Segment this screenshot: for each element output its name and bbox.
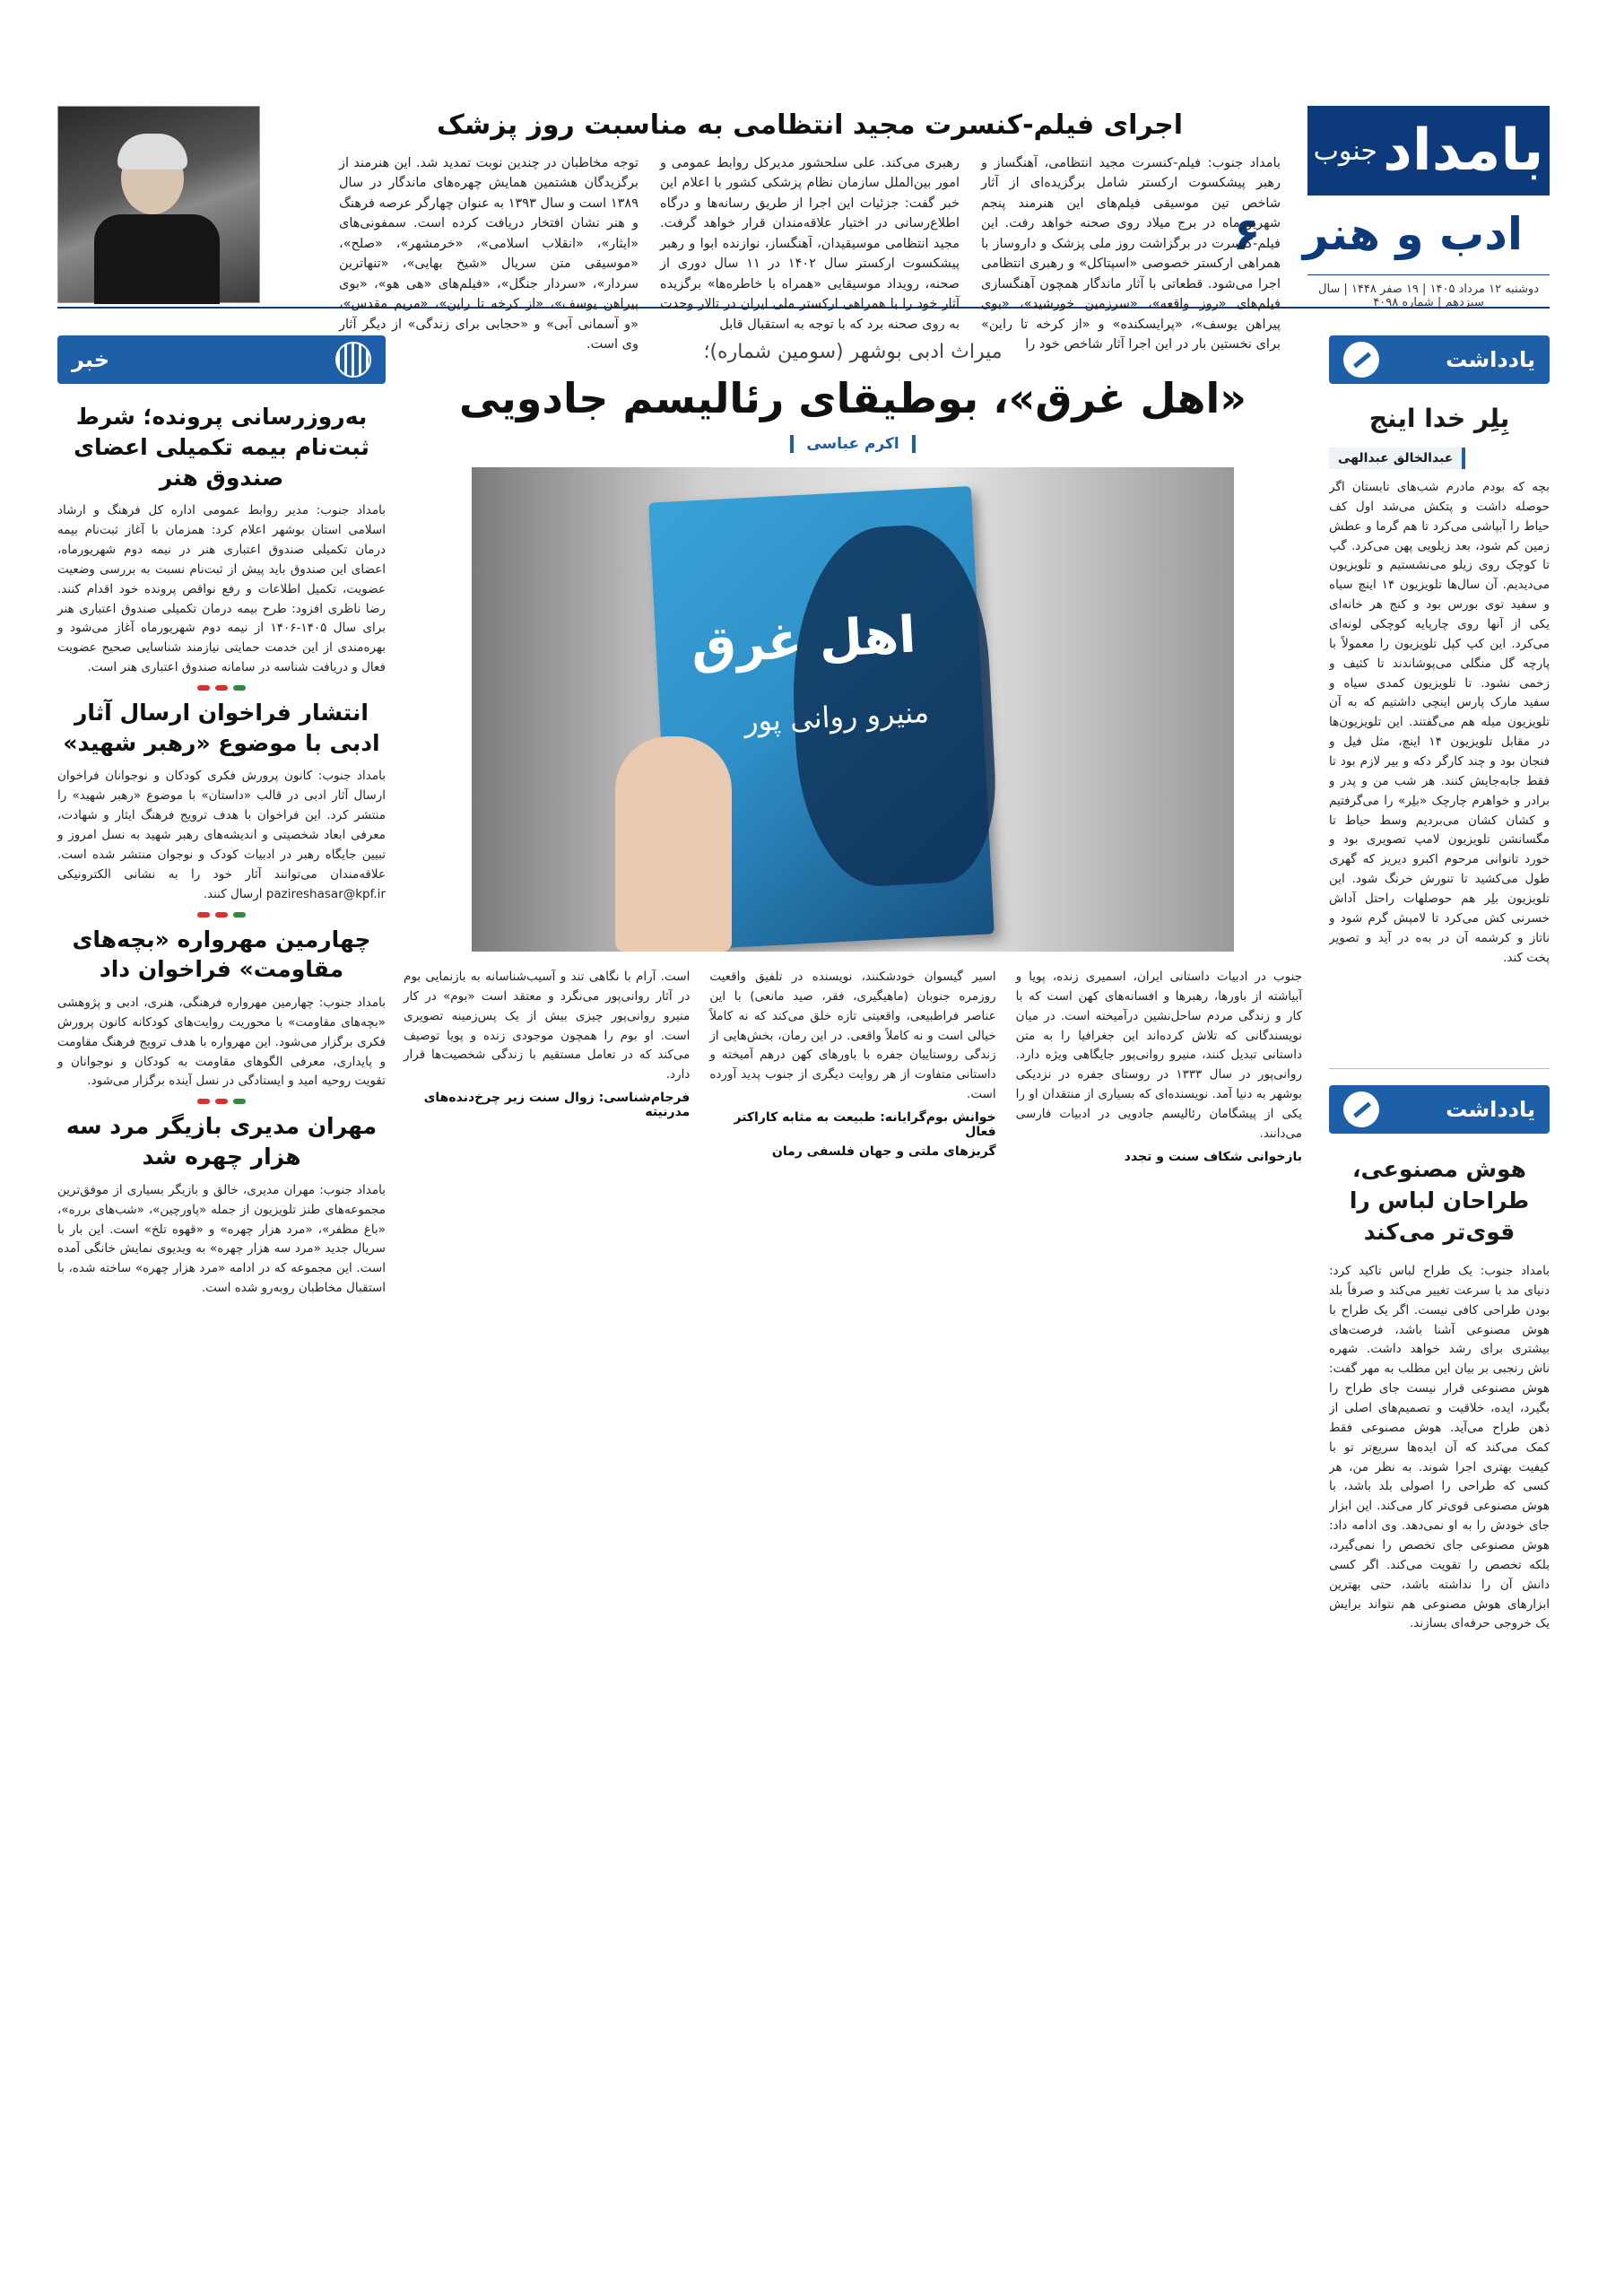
feature-col-1 [1016,968,1302,1166]
news-2-title: انتشار فراخوان ارسال آثار ادبی با موضوع «رهبر شهید» [63,699,380,756]
feature-col-2-text: اسیر گیسوان خودشکنند، نویسنده در تلفیق واقعیت روزمره جنوبان (ماهیگیری، فقر، صید مانعی) با این عناصر فراطبیعی، واقعیتی تازه خلق می‌کند که نه کاملاً خیالی است و نه کاملاً واقعی. در این رمان، بخش‌هایی از زندگی روستاییان جفره با باورهای کهن درهم آمیخته و داستانی متفاوت از هر روایت دیگری از جنوب پدید آورده است. [709,970,996,1102]
hand-holding-book [615,736,732,952]
pen-icon [1343,342,1379,378]
dot-green [233,912,246,918]
opinion-1-title: بِلِر خدا اینج [1368,404,1510,433]
globe-icon [335,342,371,378]
teaser-col-3: توجه مخاطبان در چندین نوبت تمدید شد. این هنرمند از برگزیدگان هشتمین همایش چهره‌های ماندگار در سال ۱۳۸۹ است و سال ۱۳۹۳ به عنوان چهارگر عرصه فرهنگ و هنر نشان افتخار دریافت کرده است. سمفونی‌های «ایثار»، «انقلاب اسلامی»، «خرمشهر»، «صلح»، «موسیقی متن سریال «شیخ بهایی»، «تنهاترین سردار»، «سردار جنگل»، «فیلم‌های «هی هو»، «بوی پیراهن یوسف»، «از کرخه تا راین»، «مریم مقدس»، «و آسمانی آبی» و «حجابی برای زندگی» از دیگر آثار وی است. [339,156,638,352]
logo-text: بامداد [1382,117,1544,184]
book-photo [472,467,1234,952]
feature-body [404,968,1302,1166]
news-tag-label: خبر [72,347,110,372]
feature-col-1-text: جنوب در ادبیات داستانی ایران، اسمیری زنده، پویا و آبیاشته از باورها، رهبرها و افسانه‌های کهن است که با کار و زندگی مردم ساحل‌نشین درآمیخته است. در میان نویسندگانی که تلاش کرده‌اند این جغرافیا را به متن داستانی تبدیل کنند، منیرو روانی‌پور جایگاهی ویژه دارد. روانی‌پور در سال ۱۳۳۳ در روستای جفره در نزدیکی بوشهر به دنیا آمد. نویسنده‌ای که بسیاری از منتقدان او را یکی از پیشگامان رئالیسم جادویی در ادبیات فارسی می‌دانند. [1015,970,1302,1141]
section-name: ادب و هنر [1302,208,1523,260]
news-4-text: بامداد جنوب: مهران مدیری، خالق و بازیگر بسیاری از موفق‌ترین مجموعه‌های طنز تلویزیون از جمله «پاورچین»، «شب‌های برره»، «باغ مظفر»، «مرد هزار چهره» و «قهوه تلخ» است. این بار با سریال جدید «مرد سه هزار چهره» به ویدیوی نمایش خانگی آمده است. این مجموعه که در ادامه «مرد هزار چهره» ساخته شده، با استقبال مخاطبان روبه‌رو شده است. [57,1182,386,1296]
dot-red [215,685,228,691]
opinion-1-author: عبدالخالق عبدالهی [1329,448,1465,469]
divider [1329,1068,1550,1069]
photo-figure-body [94,214,220,304]
separator-dots [57,1099,386,1104]
news-3-title: چهارمین مهرواره «بچه‌های مقاومت» فراخوان داد [72,926,371,983]
feature-author-name: اکرم عباسی [790,435,916,453]
dot-red [215,912,228,918]
teaser-title: اجرای فیلم-کنسرت مجید انتظامی به مناسبت روز پزشک [437,109,1183,141]
feature-subhead: بازخوانی شکاف سنت و تجدد [1124,1149,1302,1164]
opinion-2-title: هوش مصنوعی، طراحان لباس را قوی‌تر می‌کند [1349,1156,1530,1245]
feature-author [404,435,1302,453]
opinion-tag-1 [1329,335,1550,384]
photo-figure-hair [117,134,187,170]
opinion-tag-label: یادداشت [1446,347,1535,372]
logo [1307,106,1550,196]
pen-icon [1343,1091,1379,1127]
opinion-tag-2 [1329,1085,1550,1134]
teaser-col-1: بامداد جنوب: فیلم-کنسرت مجید انتظامی، آهنگساز و رهبر پیشکسوت ارکستر شامل برگزیده‌ای از آثار شاخص تین موسیقی فیلم‌های این هنرمند پنجم شهریورماه در برج میلاد روی صحنه خواهد رفت. این فیلم-کنسرت در برگزاشت روز ملی پزشک و داروساز با همراهی ارکستر خصوصی «اسپتاکل» و رهبری انتظامی اجرا می‌شود. قطعاتی با آثار ماندگار همچون آهنگسازی فیلم‌های «روز واقعه»، «سرزمین خورشید»، «بوی پیراهن یوسف»، «پرایسکنده» و «از کرخه تا راین» برای نخستین بار در این اجرا آثار شاخص خود را [981,156,1281,352]
book-cover-title: اهل غرق [690,605,917,676]
newspaper-page [57,100,1550,2271]
feature-subhead: خوانش بوم‌گرایانه: طبیعت به مثابه کاراکتر فعال [734,1110,996,1140]
feature-col-3 [404,968,690,1166]
news-3-text: بامداد جنوب: چهارمین مهرواره فرهنگی، هنری، ادبی و پژوهشی «بچه‌های مقاومت» با محوریت روایت‌های کودکانه کانون پرورش فکری برگزار می‌شود. این مهرواره با هدف ترویج فرهنگ مقاومت و پایداری، معرفی الگوهای مقاومت به کودکان و نوجوانان و تقویت روحیه امید و ایستادگی در نسل آینده برگزار می‌شود. [57,996,386,1089]
opinion-1-text: بچه که بودم مادرم شب‌های تابستان اگر حوصله داشت و پتکش می‌شد اول کف حیاط را آبپاشی می‌کرد تا هم گرما و عطش زمین کم شود، بعد زیلویی پهن می‌کرد. گپ تا کوچک روی زیلو می‌نشستیم و تلویزیون می‌دیدیم. آن سال‌ها تلویزیون ۱۴ اینچ سیاه و سفید توی بورس بود و کنج هر خانه‌ای یکی از آنها روی چارپایه کوچکی لونه‌ای می‌کرد. این کپ کپل تلویزیون را معمولاً با پارچه گل منگلی می‌پوشاندند تا کثیف و زخمی نشود. تا تلویزیون کمدی سیاه و سفید مارک پارس اینچی داشتیم که به آن تلویزیون میله هم می‌گفتند. این تلویزیون‌ها در مقابل تلویزیون ۱۴ اینچ، مثل فیل و فنجان بود و چند کارگر دکه و بیر لازم بود تا فقط جابه‌جایش کنند. هر شب من و پدر و برادر و خواهرم چارچک «بلِر» را می‌گرفتیم و کشان کشان می‌بردیم وسط حیاط تا مگسانشن تلویزیون لامپ تصویری بود و خورد تانوانی مرحوم اکبرو دیریز که گهری طول می‌کشید تا تنورش خرنگ شود. این تلویزیون بلِر هم حوصلهات راحتل آداش خسرنی کش می‌کرد تا لامپش گرم شود و ناتاز و کرشمه آن در به‌ه در آید و تصویر پخت کند. [1329,480,1550,965]
news-column [57,335,386,2271]
issue-line: دوشنبه ۱۲ مرداد ۱۴۰۵ | ۱۹ صفر ۱۴۴۸ | سال سیزدهم | شماره ۴۰۹۸ [1307,274,1550,309]
separator-dots [57,685,386,691]
news-2-text: بامداد جنوب: کانون پرورش فکری کودکان و نوجوانان فراخوان ارسال آثار ادبی در قالب «داستان» با موضوع «رهبر شهید» را منتشر کرد. این فراخوان با هدف ترویج فرهنگ ایثار و شهادت، معرفی ابعاد شخصیتی و اندیشه‌های رهبر شهید به نسل امروز و تبیین جایگاه رهبر در ادبیات کودک و نوجوان منتشر شده است. علاقه‌مندان می‌توانند آثار خود را به نشانی الکترونیکی pazireshasar@kpf.ir ارسال کنند. [57,769,386,901]
page-number: ۶ [1232,208,1261,260]
feature-col-2 [709,968,995,1166]
opinion-tag-label: یادداشت [1446,1097,1535,1122]
book-cover-author: منیرو روانی پور [743,694,930,739]
news-tag [57,335,386,384]
dot-green [233,1099,246,1104]
news-1-text: بامداد جنوب: مدیر روابط عمومی اداره کل فرهنگ و ارشاد اسلامی استان بوشهر اعلام کرد: همزمان با آغاز ثبت‌نام بیمه درمان تکمیلی صندوق اعتباری هنر در نیمه دوم شهریورماه، اعضای این صندوق باید پیش از ثبت‌نام نسبت به بررسی وضعیت عضویت، تکمیل اطلاعات و رفع نواقص پرونده خود اقدام کنند. رضا ناظری افزود: طرح بیمه درمان تکمیلی صندوق اعتباری هنر برای سال ۱۴۰۵-۱۴۰۶ از نیمه دوم شهریورماه آغاز می‌شود و بهره‌مندی از این خدمت حمایتی نیازمند شناسایی صحیح عضویت فعال و دریافت شناسه در سامانه صندوق اعتباری هنر است. [57,503,386,675]
logo-suffix: جنوب [1313,135,1377,167]
separator-dots [57,912,386,918]
teaser-col-2: رهبری می‌کند. علی سلحشور مدیرکل روابط عمومی و امور بین‌الملل سازمان نظام پزشکی کشور با اعلام این خبر گفت: جزئیات این اجرا از طریق رسانه‌ها و درگاه اطلاع‌رسانی در اختیار علاقه‌مندان قرار خواهد گرفت. مجید انتظامی موسیقیدان، آهنگساز، نوازنده ابوا و رهبر پیشکسوت ارکستر سال ۱۴۰۲ در ۱۱ سال دوری از صحنه، رویداد موسیقایی «همراه با خاطره‌ها» برگزیده آثار خود را با همراهی ارکستر ملی ایران در تالار وحدت به روی صحنه برد که با توجه به استقبال قابل [660,156,960,332]
feature-subhead: گریزهای ملتی و جهان فلسفی رمان [771,1144,996,1160]
dot-red [215,1099,228,1104]
feature-title: «اهل غرق»، بوطیقای رئالیسم جادویی [459,374,1247,422]
feature-subhead: فرجام‌شناسی: زوال سنت زیر چرخ‌دنده‌های مدرنیته [423,1091,691,1120]
dot-green [233,685,246,691]
feature-kicker: میراث ادبی بوشهر (سومین شماره)؛ [703,341,1003,363]
news-4-title: مهران مدیری بازیگر مرد سه هزار چهره شد [65,1113,378,1170]
conductor-photo [57,106,260,303]
news-1-title: به‌روزرسانی پرونده؛ شرط ثبت‌نام بیمه تکمیلی اعضای صندوق هنر [74,404,369,491]
opinion-column [1329,335,1550,2271]
dot-red [197,912,210,918]
feature-col-3-text: است. آرام با نگاهی تند و آسیب‌شناسانه به بازنمایی بوم در آثار روانی‌پور می‌نگرد و معتقد است «بوم» در کار منیرو روانی‌پور چیزی بیش از یک پس‌زمینه تصویری است. او بوم را همچون موجودی زنده و پویا توصیف می‌کند که در تعامل مستقیم با زندگی شخصیت‌ها قرار دارد. [404,970,691,1083]
dot-red [197,685,210,691]
dot-red [197,1099,210,1104]
opinion-2-text: بامداد جنوب: یک طراح لباس تاکید کرد: دنیای مد با سرعت تغییر می‌کند و صرفاً بلد بودن طراحی کافی نیست. اگر یک طراح با هوش مصنوعی آشنا باشد، فرصت‌های بیشتری برای رشد خواهد داشت. شهره ناش رنجبی بر بیان این مطلب به مهر گفت: هوش مصنوعی قرار نیست جای طراح را بگیرد، ایده، خلاقیت و تصمیم‌های اصلی از ذهن طراح می‌آید. هوش مصنوعی فقط کمک می‌کند که آن ایده‌ها سریع‌تر تو با کیفیت بهتری اجرا شوند. به نظر من، هر کسی که طراحی را اصولی بلد باشد، با هوش مصنوعی قوی‌تر کار می‌کند. این ابزار جای خودش را به او نمی‌دهد. وی ادامه داد: هوش مصنوعی جای تخصص را نمی‌گیرد، بلکه تخصص را تقویت می‌کند. اگر کسی دانش آن را نداشته باشد، حتی بهترین ابزارهای هوش مصنوعی هم نتواند برایش یک خروجی حرفه‌ای بسازند. [1329,1264,1550,1631]
feature-article [404,335,1302,2271]
